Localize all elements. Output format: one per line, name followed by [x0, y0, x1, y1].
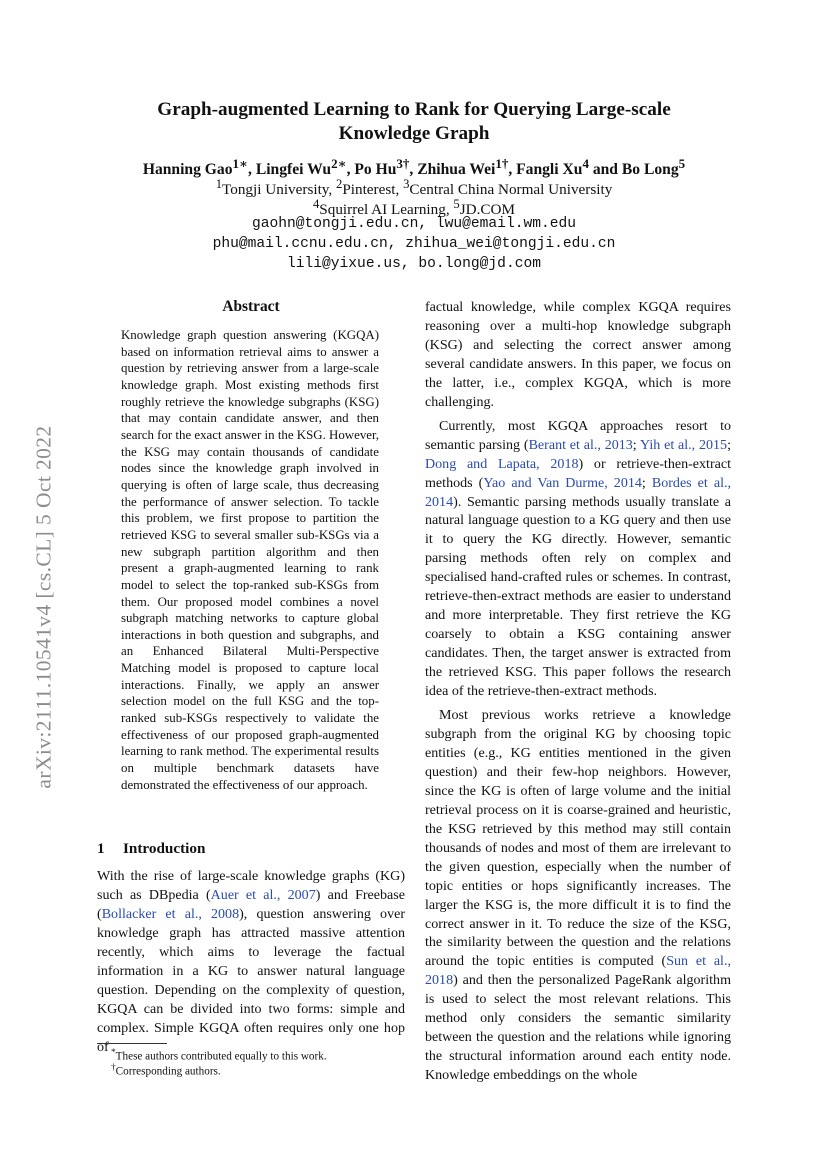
paragraph-text: ) or retrieve-then-extract methods (	[425, 455, 731, 491]
arxiv-side-stamp	[22, 373, 66, 841]
author-marker: 5	[678, 156, 686, 171]
author-name: Lingfei Wu	[255, 161, 332, 179]
citation-link[interactable]: Yao and Van Durme, 2014	[483, 474, 642, 491]
affiliation-name: JD.COM	[459, 201, 516, 219]
affiliation-marker: 5	[453, 197, 460, 211]
affiliation-name: Squirrel AI Learning	[319, 201, 446, 219]
abstract-body: Knowledge graph question answering (KGQA) based on information retrieval aims to answer a question by retrieving answer from a large-scale knowledge graph. Most existing methods first roughly retrieve the knowledge subgraphs (KSG) that may contain candidate answer, and then search for the exact answer in the KSG. However, the KSG may contain thousands of candidate nodes since the knowledge graph involved in querying is often of large scale, thus decreasing the performance of answer selection. To tackle this problem, we first propose to partition the retrieved KSG to several smaller sub-KSGs via a new subgraph partition algorithm and then present a graph-augmented learning to rank model to select the top-ranked sub-KSGs from them. Our proposed model combines a novel subgraph matching networks to capture global interactions in both question and subgraphs, and an Enhanced Bilateral Multi-Perspective Matching model is proposed to capture local interactions. Finally, we apply an answer selection model on the full KSG and the top-ranked sub-KSGs respectively to validate the effectiveness of our proposed graph-augmented learning to rank method. The experimental results on multiple benchmark datasets have demonstrated the effectiveness of our approach.	[121, 328, 379, 792]
author-list: Hanning Gao$^{1∗}$, Lingfei $Wu^{2∗}$, Po $Hu^{3\dagger}$, Zhihua Wei$^{1\dagger}$, Fangli Xu$^4$ and Bo Long$^5$	[142, 156, 686, 179]
author-marker: 4	[582, 156, 589, 171]
citation-link[interactable]: Dong and Lapata, 2018	[425, 455, 579, 472]
paragraph-text: ), question answering over knowledge graph has attracted massive attention recently, which aims to leverage the factual information in a KG to answer natural language question. Depending on the complexity of question, KGQA can be divided into two forms: simple and complex. Simple KGQA often requires only one hop of	[97, 905, 406, 1055]
footnote-divider	[97, 1043, 167, 1044]
paragraph-text: ;	[641, 474, 652, 491]
footnote-mark: †	[111, 1063, 116, 1073]
paragraph-text: ). Semantic parsing methods usually translate a natural language question to a KG query and then use it to query the KG directly. However, semantic parsing methods often rely on complex and specialised hand-crafted rules or schemes. In contrast, retrieve-then-extract methods are easier to understand and more interpretable. They first retrieve the KG coarsely to obtain a KSG containing answer candidates. Then, the target answer is extracted from the retrieved KSG. This paper follows the research idea of the retrieve-then-extract methods.	[425, 493, 731, 700]
affiliations-line-2: $^4$Squirrel AI Learning, $^5$JD.COM	[312, 197, 516, 219]
arxiv-identifier: arXiv:2111.10541v4 [cs.CL] 5 Oct 2022	[31, 425, 56, 789]
affiliation-marker: 3	[403, 177, 410, 191]
author-marker: 1∗	[232, 156, 249, 171]
citation-link[interactable]: Sun et al., 2018	[425, 953, 731, 989]
paragraph-text: ;	[632, 436, 640, 453]
paragraph-text: Currently, most KGQA approaches resort to semantic parsing (	[425, 417, 731, 453]
affiliation-name: Pinterest	[342, 181, 396, 199]
citation-link[interactable]: Berant et al., 2013	[528, 436, 633, 453]
paragraph-text: ) and then the personalized PageRank algorithm is used to select the most relevant relations. This method only considers the semantic similarity between the question and the relations while ignoring the structural information around each entity node. Knowledge embeddings on the whole	[425, 972, 731, 1084]
affiliation-name: Central China Normal University	[409, 181, 613, 199]
author-name: Po Hu	[354, 161, 397, 179]
title-line-1: Graph-augmented Learning to Rank for Querying Large-scale	[157, 99, 671, 120]
footnote-text: Corresponding authors.	[115, 1065, 221, 1078]
citation-link[interactable]: Bordes et al., 2014	[425, 474, 731, 510]
author-name: Fangli Xu	[516, 161, 583, 179]
citation-link[interactable]: Auer et al., 2007	[210, 886, 316, 903]
footnote-corresponding	[97, 1061, 405, 1079]
author-name: Hanning Gao	[142, 161, 233, 179]
paragraph-text: factual knowledge, while complex KGQA requires reasoning over a multi-hop knowledge subgraph (KSG) and selecting the correct answer among several candidate answers. In this paper, we focus on the latter, i.e., complex KGQA, which is more challenging.	[425, 299, 731, 410]
affiliation-marker: 2	[336, 177, 343, 191]
intro-left-column	[97, 867, 405, 1057]
section-heading	[97, 839, 205, 859]
author-name: Zhihua Wei	[417, 161, 496, 179]
section-title: Introduction	[123, 840, 206, 857]
author-marker: 1†	[495, 156, 509, 171]
affiliations-line-1: $^1$Tongji University, $^2$Pinterest, $^3$Central China Normal University	[215, 177, 613, 199]
body-paragraph	[425, 706, 731, 1085]
footnote-text: These authors contributed equally to this work.	[115, 1050, 327, 1063]
abstract-heading: Abstract	[222, 298, 280, 315]
title-line-2: Knowledge Graph	[338, 123, 490, 144]
email-line-3: lili@yixue.us, bo.long@jd.com	[287, 256, 541, 272]
paragraph-text: With the rise of large-scale knowledge graphs (KG) such as DBpedia (	[97, 868, 405, 903]
body-paragraph	[425, 417, 731, 701]
right-column	[425, 298, 731, 1085]
paragraph-text: ) and Freebase (	[97, 886, 405, 922]
email-line-2: phu@mail.ccnu.edu.cn, zhihua_wei@tongji.edu.cn	[212, 236, 616, 252]
affiliation-marker: 4	[312, 197, 320, 211]
paper-title	[80, 98, 748, 146]
author-marker: 2∗	[331, 156, 347, 171]
citation-link[interactable]: Bollacker et al., 2008	[101, 905, 240, 922]
author-marker: 3†	[396, 156, 410, 171]
section-number: 1	[97, 840, 105, 857]
footnote-mark: *	[111, 1048, 116, 1058]
affiliation-name: Tongji University	[222, 181, 329, 199]
citation-link[interactable]: Yih et al., 2015	[639, 436, 728, 453]
body-paragraph	[425, 298, 731, 412]
email-line-1: gaohn@tongji.edu.cn, lwu@email.wm.edu	[251, 216, 577, 232]
author-name: Bo Long	[621, 161, 679, 179]
intro-paragraph	[97, 867, 405, 1057]
affiliation-marker: 1	[215, 177, 223, 191]
paragraph-text: Most previous works retrieve a knowledge subgraph from the original KG by choosing topic entities (e.g., KG entities mentioned in the given question) and their few-hop neighbors. However, since the KG is often of large volume and the initial retrieval process on it is coarse-grained and heuristic, the KSG retrieved by this method may still contain thousands of nodes and most of them are irrelevant to the given question, especially when the number of topic entities or hops significantly increases. The larger the KSG is, the more difficult it is to find the correct answer in it. To reduce the size of the KSG, the similarity between the question and the relations around the topic entities is computed (	[425, 707, 731, 970]
paragraph-text: ;	[727, 436, 731, 453]
